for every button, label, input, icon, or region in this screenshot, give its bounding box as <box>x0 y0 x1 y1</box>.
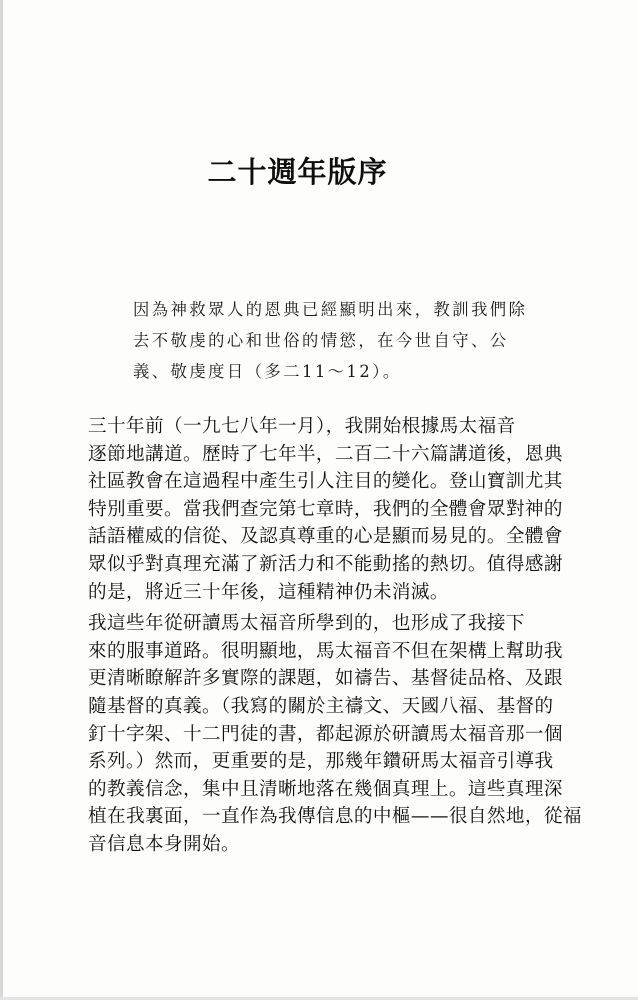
body-text <box>88 413 582 859</box>
paragraph-2 <box>88 610 582 858</box>
page-title: 二十週年版序 <box>207 155 388 189</box>
paragraph-line: 社區教會在這過程中產生引人注目的變化。登山寶訓尤其 <box>88 471 563 493</box>
paragraph-line: 我這些年從研讀馬太福音所學到的，也形成了我接下 <box>88 613 525 635</box>
paragraph-line: 音信息本身開始。 <box>88 833 240 855</box>
epigraph-line: 義、敬虔度日（多二11～12）。 <box>133 362 402 381</box>
paragraph-line: 眾似乎對真理充滿了新活力和不能動搖的熱切。值得感謝 <box>88 553 563 575</box>
paragraph-line: 特別重要。當我們查完第七章時，我們的全體會眾對神的 <box>88 498 563 520</box>
paragraph-line: 來的服事道路。很明顯地，馬太福音不但在架構上幫助我 <box>88 640 563 662</box>
paragraph-line: 的是，將近三十年後，這種精神仍未消滅。 <box>88 581 449 603</box>
paragraph-line: 更清晰瞭解許多實際的課題，如禱告、基督徒品格、及跟 <box>88 668 563 690</box>
epigraph-line: 去不敬虔的心和世俗的情慾，在今世自守、公 <box>133 331 509 350</box>
epigraph-quote <box>133 294 553 387</box>
paragraph-1 <box>88 413 568 606</box>
paragraph-line: 釘十字架、十二門徒的書，都起源於研讀馬太福音那一個 <box>88 723 563 745</box>
paragraph-line: 話語權威的信從、及認真尊重的心是顯而易見的。全體會 <box>88 526 563 548</box>
paragraph-line: 逐節地講道。歷時了七年半，二百二十六篇講道後，恩典 <box>88 443 563 465</box>
epigraph-line: 因為神救眾人的恩典已經顯明出來，教訓我們除 <box>133 300 528 319</box>
paragraph-line: 的教義信念，集中且清晰地落在幾個真理上。這些真理深 <box>88 778 563 800</box>
paragraph-line: 隨基督的真義。（我寫的關於主禱文、天國八福、基督的 <box>88 695 554 717</box>
paragraph-line: 系列。）然而，更重要的是，那幾年鑽研馬太福音引導我 <box>88 751 554 773</box>
paragraph-line: 三十年前（一九七八年一月），我開始根據馬太福音 <box>88 416 516 437</box>
paragraph-line: 植在我裏面，一直作為我傳信息的中樞——很自然地，從福 <box>88 806 582 828</box>
